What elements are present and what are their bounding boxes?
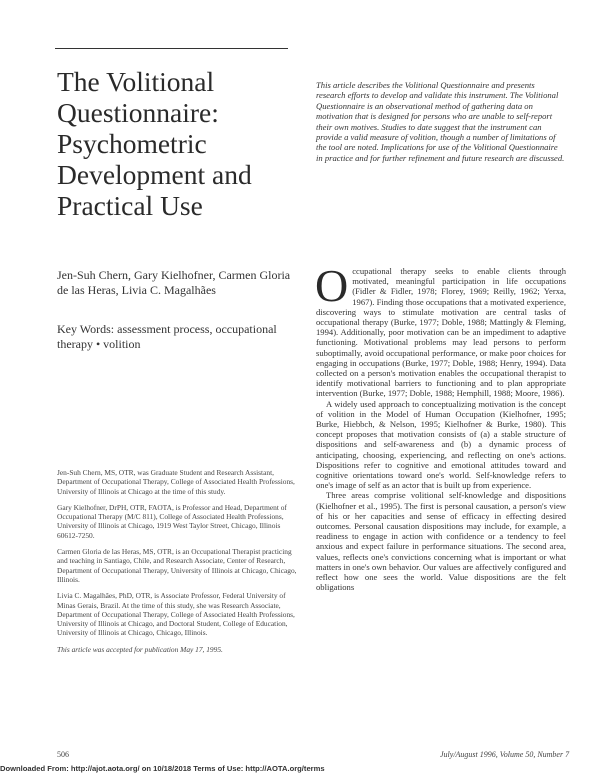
journal-issue: July/August 1996, Volume 50, Number 7 [440,750,570,759]
title-line: Development and [57,159,252,190]
author-bio: Jen-Suh Chern, MS, OTR, was Graduate Student and Research Assistant, Department of Occupational Therapy, College of Associated Health Professions, University of Illinois at Chicago at the time of this study. [57,468,295,496]
body-paragraph [315,260,566,399]
key-words: Key Words: assessment process, occupational therapy • volition [57,322,277,351]
author-list: Jen-Suh Chern, Gary Kielhofner, Carmen Gloria de las Heras, Livia C. Magalhães [57,268,291,297]
abstract: This article describes the Volitional Questionnaire and presents research efforts to develop and validate this instrument. The Volitional Questionnaire is an observational method of gathering data on motivation that is designed for persons who are unable to self-report their own motives. Studies to date suggest that the instrument can provide a valid measure of volition, though a number of limitations of the tool are noted. Implications for use of the Volitional Questionnaire in practice and for further refinement and future research are discussed. [316,80,565,163]
author-bio: Carmen Gloria de las Heras, MS, OTR, is an Occupational Therapist practicing and teaching in Santiago, Chile, and Research Associate, Center of Research, Department of Occupational Therapy, University of Illinois at Chicago, Chicago, Illinois. [57,547,297,584]
article-title [57,66,297,221]
title-line: Questionnaire: [57,97,219,128]
body-paragraph: Three areas comprise volitional self-knowledge and dispositions (Kielhofner et al., 1995). The first is personal causation, a person's view of his or her capacities and sense of efficacy in effecting desired outcomes. Personal causation dispositions may include, for example, a readiness to engage in action with confidence or a tendency to feel anxious and expect failure in performance situations. The second area, values, reflects one's convictions concerning what is important or what matters in one's own behavior. Our values are affectively configured and reflect how one sees the world. Value dispositions are the felt obligations [316,490,566,593]
body-paragraph: A widely used approach to conceptualizing motivation is the concept of volition in the Model of Human Occupation (Kielhofner, 1995; Burke, Hiebbch, & Nelson, 1995; Kielhofner & Burke, 1980). This concept proposes that motivation consists of (a) a stable structure of dispositions and self-awareness and (b) a dynamic process of anticipating, choosing, experiencing, and reflecting on one's actions. Dispositions refer to cognitive and emotional attitudes toward and cognitive orientations toward one's world. Self-knowledge refers to one's image of self as an actor that is built up from experience. [316,398,566,491]
article-body [315,260,566,593]
author-bio: Gary Kielhofner, DrPH, OTR, FAOTA, is Professor and Head, Department of Occupational Therapy (M/C 811), College of Associated Health Professions, University of Illinois at Chicago, 1919 West Taylor Street, Chicago, Illinois 60612-7250. [57,502,287,540]
title-line: Practical Use [57,190,203,221]
page-number: 506 [57,750,69,759]
top-rule [55,48,288,49]
title-line: Psychometric [57,128,207,159]
acceptance-note: This article was accepted for publication May 17, 1995. [57,644,223,654]
title-line: The Volitional [57,66,215,97]
drop-cap: O [315,260,349,311]
author-bios [57,468,297,661]
author-bio: Livia C. Magalhães, PhD, OTR, is Associate Professor, Federal University of Minas Gerais, Brazil. At the time of this study, she was Research Associate, Department of Occupational Therapy, College of Associated Health Professions, University of Illinois at Chicago, and Doctoral Student, College of Education, University of Illinois at Chicago, Chicago, Illinois. [57,591,295,638]
paragraph-text: ccupational therapy seeks to enable clients through motivated, meaningful participation in life occupations (Fidler & Fidler, 1978; Florey, 1969; Reilly, 1962; Yerxa, 1967). Finding those occupations that a motivated experience, discovering ways to stimulate motivation are central tasks of occupational therapy (Burke, 1977; Doble, 1988; Mattingly & Fleming, 1994). Additionally, poor motivation can be an impediment to adaptive functioning. Motivational problems may lead persons to perform suboptimally, avoid occupational performance, or make poor choices for engaging in occupations (Burke, 1977; Doble, 1988; Henry, 1994). Data collected on a person's motivation enables the occupational therapist to identify motivational barriers to functioning and to plan appropriate intervention (Burke, 1977; Doble, 1988; Hemphill, 1988; Moore, 1986). [316,266,566,399]
download-notice: Downloaded From: http://ajot.aota.org/ on 10/18/2018 Terms of Use: http://AOTA.org/terms [0,764,325,773]
